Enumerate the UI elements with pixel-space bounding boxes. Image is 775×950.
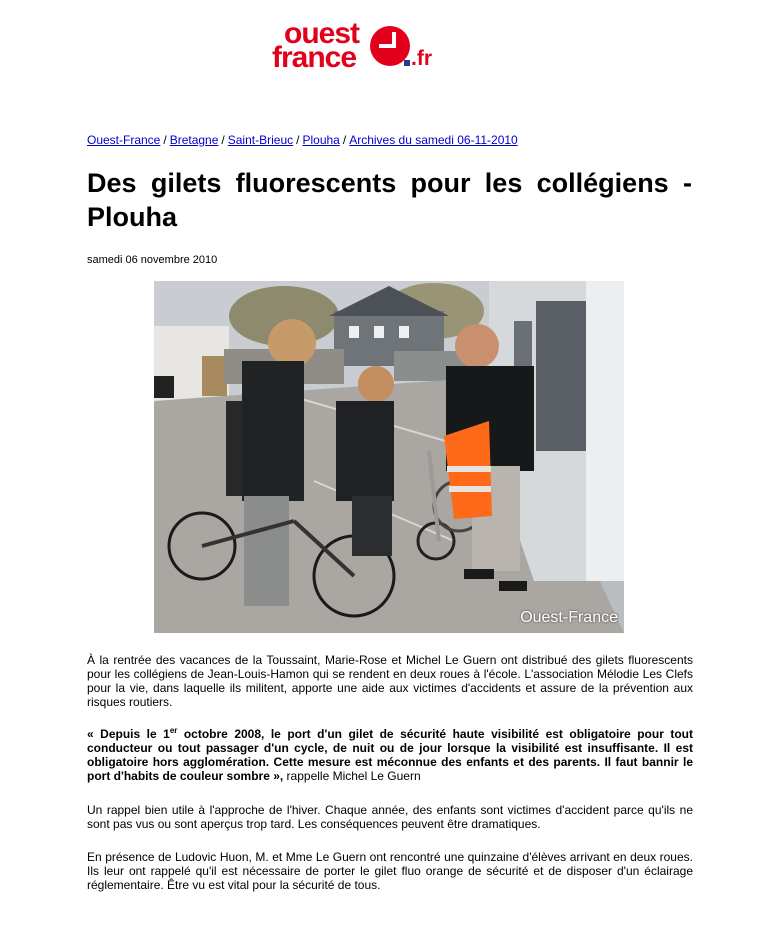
breadcrumb-bretagne[interactable]: Bretagne	[169, 133, 219, 147]
breadcrumb-saint-brieuc[interactable]: Saint-Brieuc	[227, 133, 294, 147]
quote-open: « Depuis le 1	[87, 727, 170, 741]
breadcrumb-ouest-france[interactable]: Ouest-France	[87, 133, 161, 147]
logo-line2: france	[272, 41, 357, 74]
breadcrumb-separator: /	[342, 133, 347, 147]
quote-rest: octobre 2008, le port d'un gilet de sécurité haute visibilité est obligatoire pour tout conducteur ou tout passager d'un cycle, de nuit ou de jour lorsque la visibilité est insuffisante. Il est obligatoire hors agglomération. Cette mesure est méconnue des enfants et des parents. Il faut bannir le port d'habits de couleur sombre »,	[87, 727, 693, 783]
quote-sup: er	[169, 726, 178, 735]
logo-tld: .fr	[411, 47, 432, 70]
logo-line1: ouest	[284, 17, 360, 50]
breadcrumb-plouha[interactable]: Plouha	[302, 133, 340, 147]
article-photo	[154, 281, 624, 633]
article-paragraph: À la rentrée des vacances de la Toussaint, Marie-Rose et Michel Le Guern ont distribué des gilets fluorescents pour les collégiens de Jean-Louis-Hamon qui se rendent en deux roues à l'école. L'association Mélodie Les Clefs pour la vie, dans laquelle ils militent, apporte une aide aux victimes d'accidents et assure de la prévention aux risques routiers.	[87, 653, 693, 709]
article-date: samedi 06 novembre 2010	[87, 254, 218, 266]
breadcrumb-separator: /	[163, 133, 167, 147]
photo-illustration	[154, 281, 624, 633]
breadcrumb-archives[interactable]: Archives du samedi 06-11-2010	[349, 133, 518, 147]
article-paragraph: En présence de Ludovic Huon, M. et Mme Le Guern ont rencontré une quinzaine d'élèves arrivant en deux roues. Ils leur ont rappelé qu'il est nécessaire de porter le gilet fluo orange de sécurité et de disposer d'un éclairage réglementaire. Être vu est vital pour la sécurité de tous.	[87, 850, 693, 892]
article-quote	[87, 727, 693, 783]
breadcrumb-separator: /	[221, 133, 225, 147]
breadcrumb-separator: /	[296, 133, 300, 147]
ouest-france-logo[interactable]	[272, 17, 442, 74]
photo-credit: Ouest-France	[520, 609, 618, 626]
logo-dot-icon	[404, 60, 410, 66]
breadcrumb	[87, 133, 518, 147]
article-title: Des gilets fluorescents pour les collégiens - Plouha	[87, 168, 692, 232]
quote-attribution: rappelle Michel Le Guern	[283, 769, 421, 783]
article-paragraph: Un rappel bien utile à l'approche de l'hiver. Chaque année, des enfants sont victimes d'accident parce qu'ils ne sont pas vus ou sont aperçus trop tard. Les conséquences peuvent être dramatiques.	[87, 803, 693, 831]
